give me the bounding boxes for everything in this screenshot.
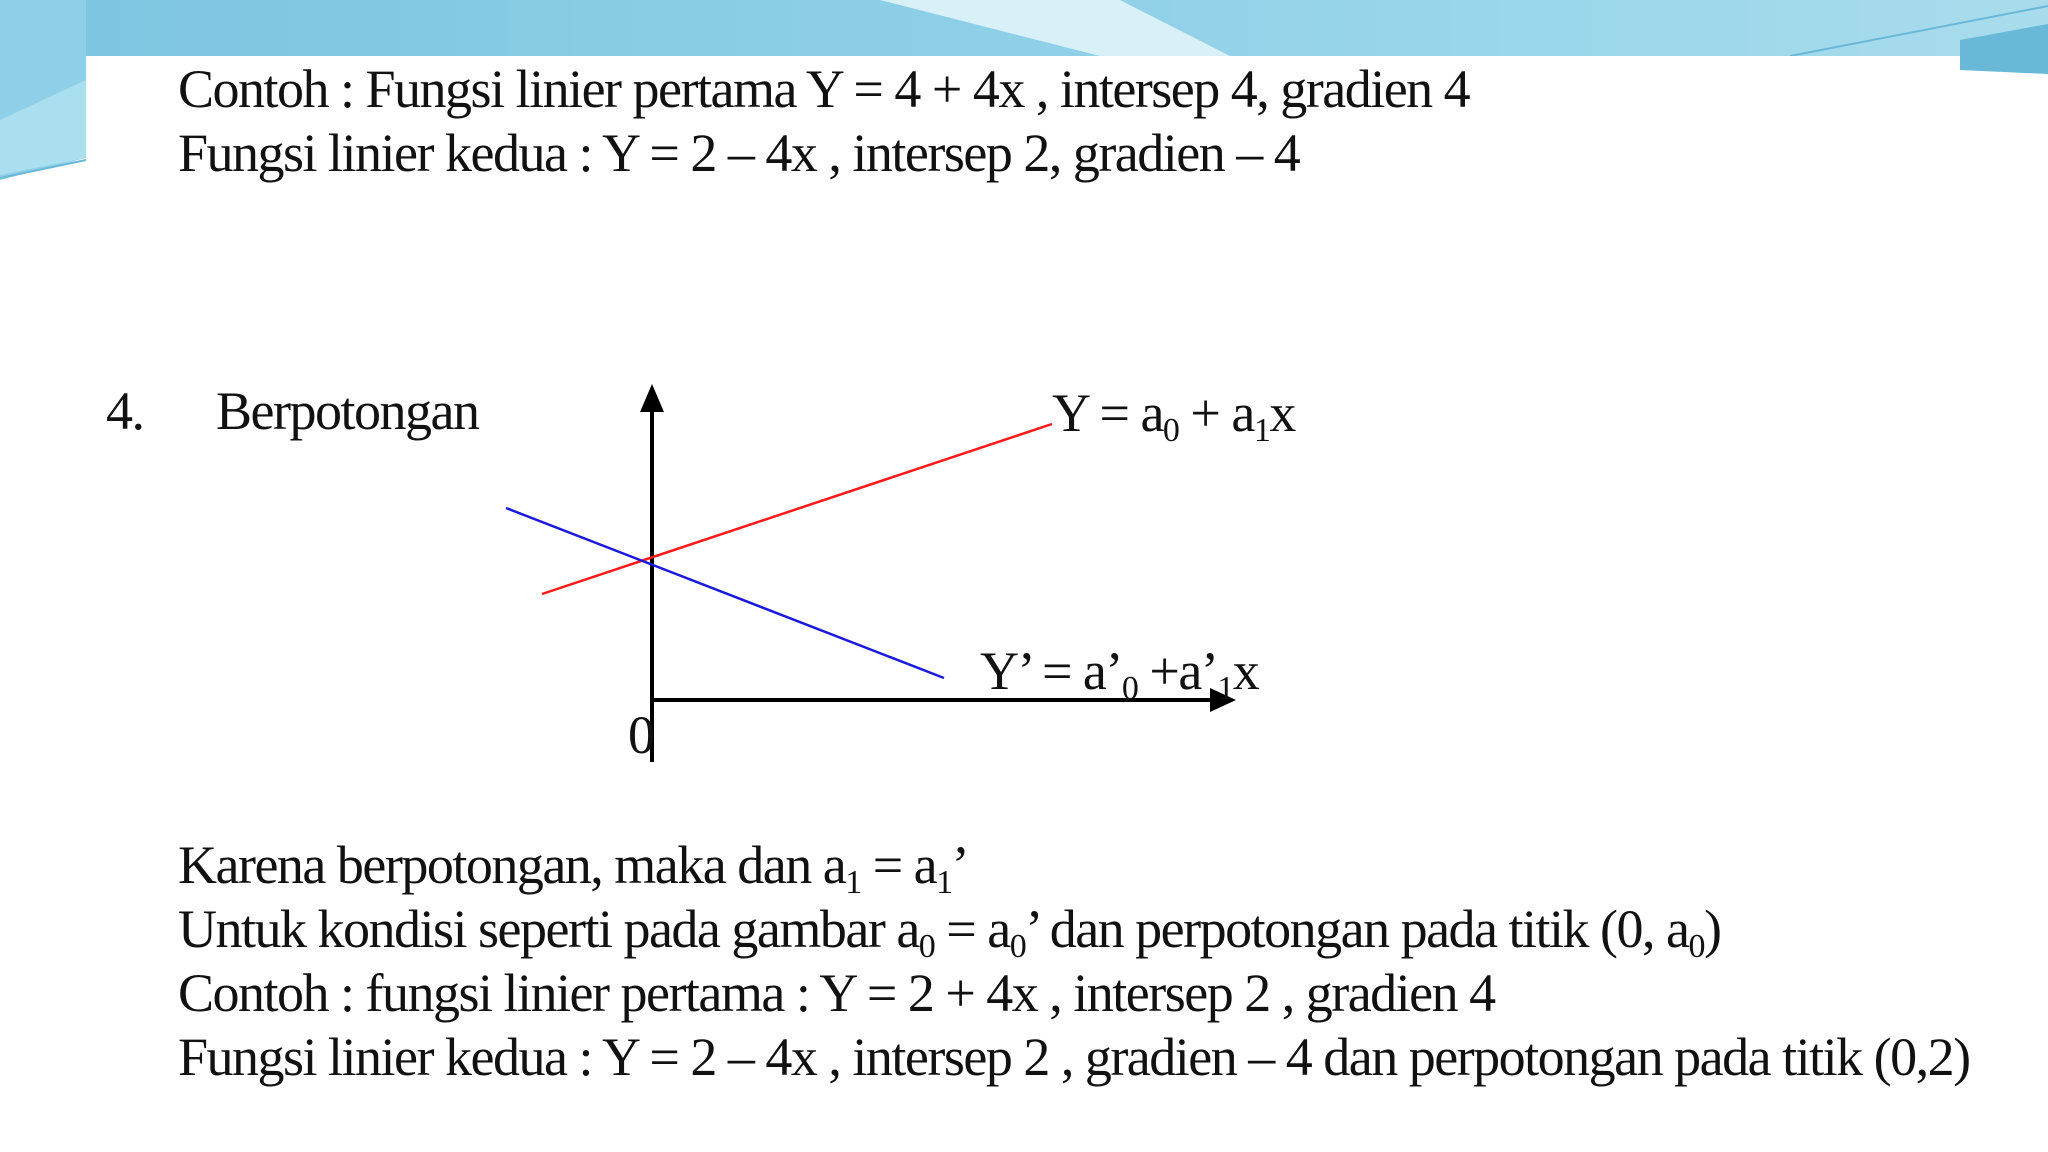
body-line-3: Contoh : fungsi linier pertama : Y = 2 + 4x , intersep 2 , gradien 4 — [178, 963, 1495, 1023]
y-axis-arrowhead — [640, 384, 664, 412]
section-number: 4. — [106, 381, 144, 441]
body-line-1: Karena berpotongan, maka dan $a_1 = a_1$’ — [178, 835, 969, 901]
intro-line-2: Fungsi linier kedua : Y = 2 – 4x , intersep 2, gradien – 4 — [178, 123, 1300, 183]
blue-line-label: Y’ = $a’_0$ $+a’_1x$ — [980, 641, 1259, 707]
red-line — [542, 424, 1052, 594]
intro-line-1: Contoh : Fungsi linier pertama Y = 4 + 4x , intersep 4, gradien 4 — [178, 59, 1470, 119]
body-line-2: Untuk kondisi seperti pada gambar $a_0 = a_0$’ dan perpotongan pada titik (0, $a_0$) — [178, 899, 1721, 965]
origin-label: 0 — [628, 705, 654, 765]
red-line-label: $Y = a_0 + a_1x$ — [1052, 383, 1295, 449]
body-line-4: Fungsi linier kedua : Y = 2 – 4x , intersep 2 , gradien – 4 dan perpotongan pada titik (0,2) — [178, 1027, 1970, 1087]
section-title: Berpotongan — [216, 381, 479, 441]
